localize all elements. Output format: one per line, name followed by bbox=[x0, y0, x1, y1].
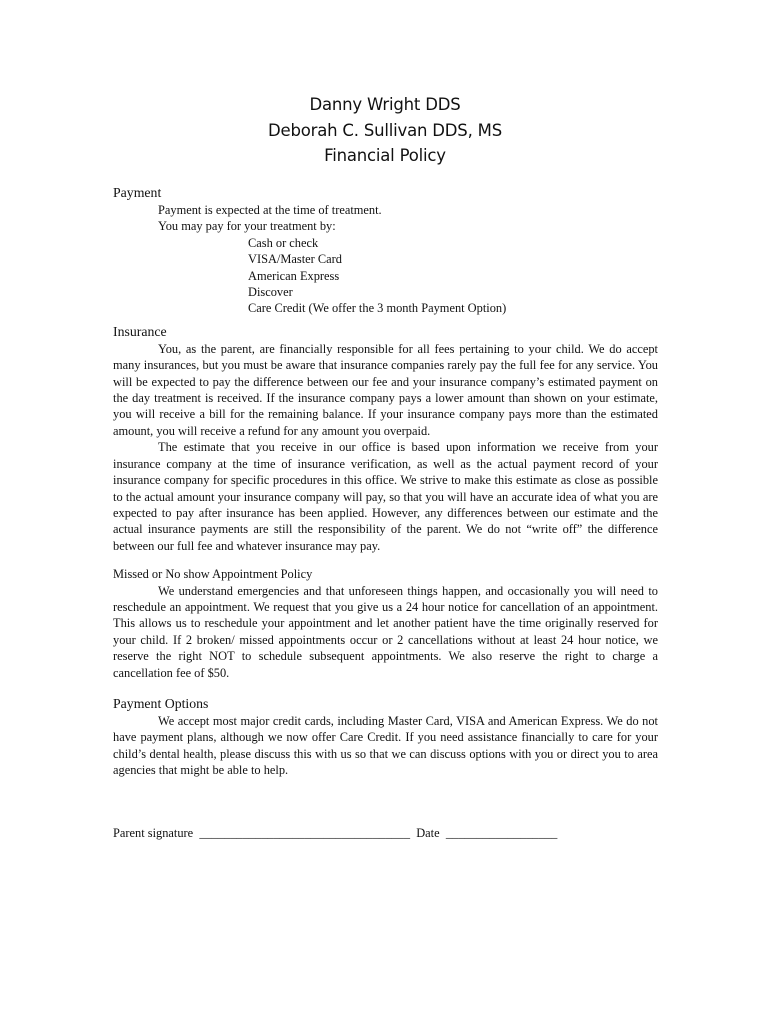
date-line[interactable]: __________________ bbox=[445, 825, 558, 840]
signature-row bbox=[113, 825, 658, 841]
document-body bbox=[113, 184, 658, 841]
payment-section bbox=[113, 184, 658, 317]
payment-line-1: Payment is expected at the time of treatment. bbox=[158, 203, 382, 217]
payment-options-section bbox=[113, 695, 658, 779]
date-label: Date bbox=[416, 825, 440, 840]
document-title: Financial Policy bbox=[324, 146, 446, 165]
missed-appointment-heading: Missed or No show Appointment Policy bbox=[113, 567, 313, 582]
payment-method-cash: Cash or check bbox=[248, 235, 319, 250]
letterhead bbox=[0, 92, 770, 169]
payment-options-heading: Payment Options bbox=[113, 695, 209, 711]
missed-appointment-paragraph: We understand emergencies and that unforeseen things happen, and occasionally you will need to reschedule an appointment. We request that you give us a 24 hour notice for cancellation of an appointment. This allows us to reschedule your appointment and let another patient have the time originally reserved for your child. If 2 broken/ missed appointments occur or 2 cancellations without at least 24 hour notice, we reserve the right NOT to schedule subsequent appointments. We also reserve the right to charge a cancellation fee of $50. bbox=[113, 583, 658, 680]
payment-heading: Payment bbox=[113, 185, 162, 200]
doctor-name-1: Danny Wright DDS bbox=[309, 95, 461, 114]
insurance-section bbox=[113, 323, 658, 554]
payment-method-amex: American Express bbox=[248, 268, 340, 283]
payment-method-care-credit: Care Credit (We offer the 3 month Payment Option) bbox=[248, 301, 507, 316]
payment-options-paragraph: We accept most major credit cards, including Master Card, VISA and American Express. We do not have payment plans, although we now offer Care Credit. If you need assistance financially to care for your child’s dental health, please discuss this with us so that we can discuss options with you or direct you to area agencies that might be able to help. bbox=[113, 713, 658, 778]
payment-method-discover: Discover bbox=[248, 285, 293, 300]
insurance-paragraph-1: You, as the parent, are financially responsible for all fees pertaining to your child. We do accept many insurances, but you must be aware that insurance companies rarely pay the full fee for any service. You will be expected to pay the difference between our fee and your insurance company’s estimated payment on the day treatment is received. If the insurance company pays a lower amount than shown on your estimate, you will receive a bill for the remaining balance. If your insurance company pays more than the estimated amount, you will receive a refund for any amount you overpaid. bbox=[113, 341, 658, 438]
insurance-paragraph-2: The estimate that you receive in our office is based upon information we receive from your insurance company at the time of insurance verification, as well as the actual payment record of your insurance company for specific procedures in this office. We strive to make this estimate as close as possible to the actual amount your insurance company will pay, so that you will have an accurate idea of what you are expected to pay after insurance has been applied. However, any differences between our estimate and the actual insurance payments are still the responsibility of the parent. We do not “write off” the difference between our full fee and whatever insurance may pay. bbox=[113, 440, 658, 553]
parent-signature-line[interactable]: __________________________________ bbox=[199, 825, 411, 840]
missed-appointment-section bbox=[113, 566, 658, 681]
payment-method-visa-mastercard: VISA/Master Card bbox=[248, 252, 342, 267]
insurance-heading: Insurance bbox=[113, 323, 167, 339]
parent-signature-label: Parent signature bbox=[113, 825, 194, 840]
doctor-name-2: Deborah C. Sullivan DDS, MS bbox=[268, 120, 502, 140]
payment-line-2: You may pay for your treatment by: bbox=[158, 219, 336, 234]
